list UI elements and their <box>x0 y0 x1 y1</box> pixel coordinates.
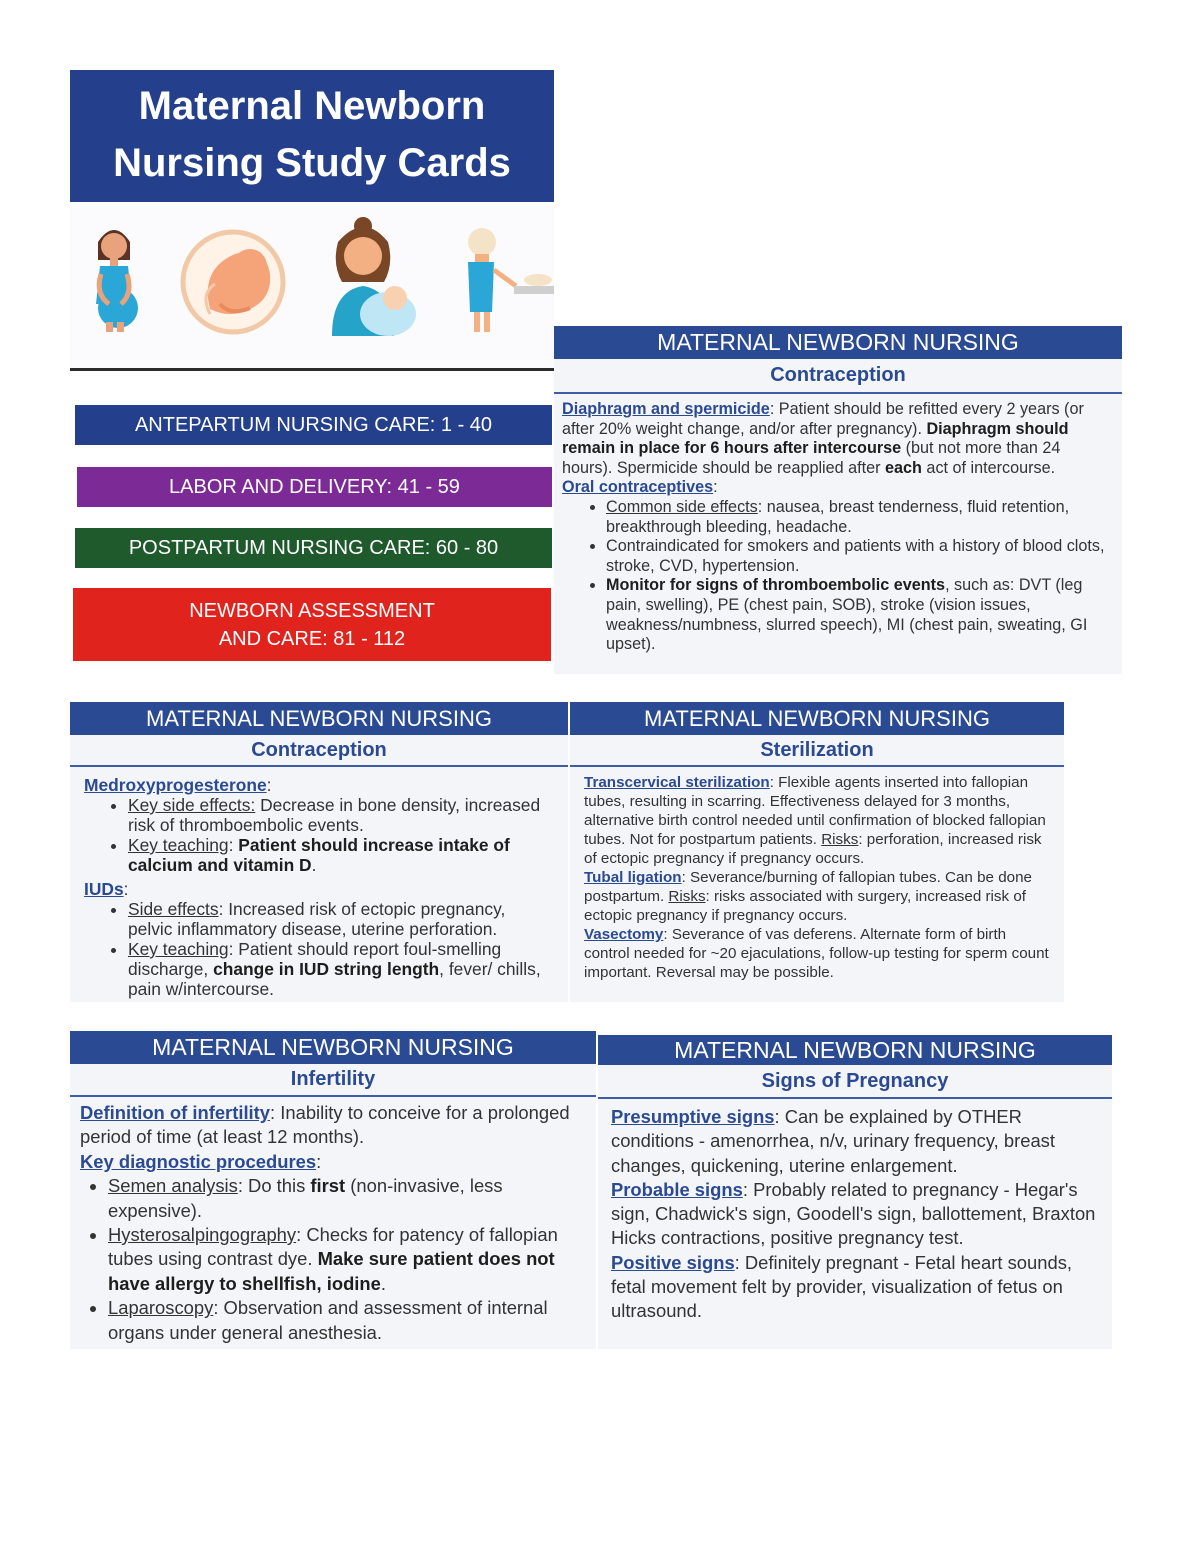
diaphragm-bold: Diaphragm should remain in place for 6 hours after intercourse <box>562 419 1069 458</box>
medroxyprogesterone-heading <box>84 775 554 795</box>
card-subtitle: Signs of Pregnancy <box>598 1065 1112 1099</box>
cover-divider <box>70 368 554 371</box>
tubal-ligation-risks-term: Risks <box>668 888 706 905</box>
transcervical-text-2: : perforation, increased risk of ectopic pregnancy if pregnancy occurs. <box>584 831 1042 867</box>
card-header: MATERNAL NEWBORN NURSING <box>70 1031 596 1064</box>
section-antepartum <box>75 405 552 445</box>
iud-side-effects-text: : Increased risk of ectopic pregnancy, pelvic inflammatory disease, uterine perforation. <box>128 899 506 939</box>
tubal-ligation-text: : Severance/burning of fallopian tubes. Can be done postpartum. <box>584 869 1032 905</box>
iud-key-teaching-term: Key teaching <box>128 939 229 959</box>
iuds-list <box>84 899 554 999</box>
iuds-heading <box>84 879 554 899</box>
vasectomy-text: : Severance of vas deferens. Alternate form of birth control needed for ~20 ejaculations, follow-up testing for sperm count important. Reversal may be possible. <box>584 926 1049 981</box>
card-body <box>70 767 568 999</box>
transcervical-risks-term: Risks <box>821 831 859 848</box>
hsg-end: . <box>380 1272 386 1294</box>
definition-paragraph <box>80 1101 586 1150</box>
card-subtitle: Contraception <box>554 359 1122 394</box>
cover-illustrations <box>70 204 554 368</box>
list-item <box>606 537 1114 576</box>
key-side-effects-term: Key side effects: <box>128 795 256 815</box>
definition-text: : Inability to conceive for a prolonged period of time (at least 12 months). <box>80 1102 570 1148</box>
cover-title <box>70 70 554 202</box>
oral-colon: : <box>713 478 718 497</box>
card-signs-of-pregnancy <box>598 1035 1112 1349</box>
hsg-text: : Checks for patency of fallopian tubes using contrast dye. <box>108 1224 558 1270</box>
section-postpartum-label: POSTPARTUM NURSING CARE: 60 - 80 <box>128 537 499 559</box>
mother-with-baby-icon <box>332 217 416 336</box>
diaphragm-bold-2: each <box>885 458 922 477</box>
fetus-icon <box>183 232 283 332</box>
list-item <box>128 835 554 875</box>
common-side-effects-text: : nausea, breast tenderness, fluid retention, breakthrough bleeding, headache. <box>606 497 1070 536</box>
diaphragm-term: Diaphragm and spermicide <box>562 400 770 418</box>
transcervical-term: Transcervical sterilization <box>584 774 770 791</box>
card-subtitle: Sterilization <box>570 735 1064 767</box>
presumptive-term: Presumptive signs <box>611 1106 775 1127</box>
semen-analysis-term: Semen analysis <box>108 1175 238 1197</box>
card-header: MATERNAL NEWBORN NURSING <box>570 702 1064 735</box>
probable-text: : Probably related to pregnancy - Hegar's sign, Chadwick's sign, Goodell's sign, ballottement, Braxton Hicks contractions, positive pregnancy test. <box>611 1178 1096 1249</box>
card-body <box>70 1097 596 1345</box>
diaphragm-text-3: act of intercourse. <box>921 458 1056 477</box>
monitor-bold: Monitor for signs of thromboembolic events <box>606 576 946 595</box>
positive-text: : Definitely pregnant - Fetal heart sounds, fetal movement felt by provider, visualization of fetus on ultrasound. <box>611 1251 1073 1322</box>
section-labor-delivery-label: LABOR AND DELIVERY: 41 - 59 <box>169 476 460 498</box>
common-side-effects-term: Common side effects <box>606 497 758 516</box>
vasectomy-paragraph <box>584 925 1052 982</box>
list-item <box>606 576 1114 654</box>
card-infertility <box>70 1031 596 1349</box>
key-teaching-colon: : <box>228 835 239 855</box>
probable-term: Probable signs <box>611 1178 743 1200</box>
pregnant-woman-icon <box>96 230 138 332</box>
iuds-term: IUDs <box>84 879 124 899</box>
list-item <box>128 899 554 939</box>
oral-contraceptives-term: Oral contraceptives <box>562 478 714 497</box>
list-item <box>108 1223 586 1296</box>
card-header: MATERNAL NEWBORN NURSING <box>70 702 568 735</box>
key-teaching-bold: Patient should increase intake of calcium and vitamin D <box>128 835 510 875</box>
card-header: MATERNAL NEWBORN NURSING <box>554 326 1122 359</box>
diaphragm-paragraph <box>562 400 1114 478</box>
key-teaching-term: Key teaching <box>128 835 229 855</box>
card-sterilization <box>570 702 1064 1002</box>
diagnostic-term: Key diagnostic procedures <box>80 1150 317 1172</box>
contraindicated-text: Contraindicated for smokers and patients with a history of blood clots, stroke, CVD, hypertension. <box>606 537 1105 575</box>
diaphragm-text: : Patient should be refitted every 2 years (or after 20% weight change, and/or after pregnancy). <box>562 400 1084 438</box>
list-item <box>128 939 554 999</box>
section-newborn <box>73 588 551 661</box>
key-teaching-end: . <box>311 855 317 875</box>
positive-term: Positive signs <box>611 1251 735 1273</box>
iud-key-teaching-text: : Patient should report foul-smelling discharge, <box>128 939 502 979</box>
cover-title-line1: Maternal Newborn <box>138 84 486 128</box>
card-contraception-2 <box>70 702 568 1002</box>
iud-key-teaching-text-2: , fever/ chills, pain w/intercourse. <box>128 959 541 999</box>
section-postpartum <box>75 528 552 568</box>
tubal-ligation-term: Tubal ligation <box>584 869 682 886</box>
diagnostic-heading <box>80 1150 586 1174</box>
card-body <box>554 394 1122 655</box>
card-header: MATERNAL NEWBORN NURSING <box>598 1035 1112 1065</box>
vasectomy-term: Vasectomy <box>584 926 664 943</box>
medroxy-colon: : <box>266 775 272 795</box>
oral-contraceptives-heading <box>562 478 1114 498</box>
tubal-ligation-text-2: : risks associated with surgery, increased risk of ectopic pregnancy if pregnancy occurs. <box>584 888 1027 924</box>
section-newborn-label-line2: AND CARE: 81 - 112 <box>218 627 406 650</box>
section-labor-delivery <box>77 467 552 507</box>
semen-analysis-text-2: (non-invasive, less expensive). <box>108 1175 503 1221</box>
list-item <box>108 1174 586 1223</box>
card-subtitle: Infertility <box>70 1064 596 1097</box>
cover-title-line2: Nursing Study Cards <box>113 141 511 185</box>
oral-contraceptives-list <box>562 498 1114 655</box>
presumptive-paragraph <box>611 1105 1102 1178</box>
section-newborn-label-line1: NEWBORN ASSESSMENT <box>189 599 435 622</box>
section-antepartum-label: ANTEPARTUM NURSING CARE: 1 - 40 <box>134 414 493 436</box>
medroxyprogesterone-list <box>84 795 554 875</box>
laparoscopy-text: : Observation and assessment of internal organs under general anesthesia. <box>108 1297 548 1343</box>
diagnostic-list <box>80 1174 586 1345</box>
semen-analysis-bold: first <box>310 1175 346 1197</box>
positive-paragraph <box>611 1251 1102 1324</box>
hsg-term: Hysterosalpingography <box>108 1224 297 1246</box>
card-contraception-1 <box>554 326 1122 674</box>
monitor-text: , such as: DVT (leg pain, swelling), PE (chest pain, SOB), stroke (vision issues, weakness/numbness, slurred speech), MI (chest pain, sweating, GI upset). <box>606 576 1088 654</box>
laparoscopy-term: Laparoscopy <box>108 1297 214 1319</box>
transcervical-paragraph <box>584 773 1052 868</box>
iuds-colon: : <box>123 879 129 899</box>
definition-term: Definition of infertility <box>80 1102 271 1123</box>
woman-at-changing-table-icon <box>468 228 554 332</box>
semen-analysis-text: : Do this <box>237 1175 311 1197</box>
transcervical-text: : Flexible agents inserted into fallopian tubes, resulting in scarring. Effectiveness delayed for 3 months, alternative birth control needed until confirmation of blocked fallopian tubes. Not for postpartum patients. <box>584 774 1046 848</box>
presumptive-text: : Can be explained by OTHER conditions - amenorrhea, n/v, urinary frequency, breast changes, quickening, uterine enlargement. <box>611 1106 1055 1176</box>
list-item <box>606 498 1114 537</box>
diagnostic-colon: : <box>316 1150 322 1172</box>
list-item <box>108 1296 586 1345</box>
tubal-ligation-paragraph <box>584 868 1052 925</box>
iud-key-teaching-bold: change in IUD string length <box>213 959 440 979</box>
hsg-bold: Make sure patient does not have allergy to shellfish, iodine <box>108 1248 555 1294</box>
probable-paragraph <box>611 1178 1102 1251</box>
medroxyprogesterone-term: Medroxyprogesterone <box>84 775 267 795</box>
card-subtitle: Contraception <box>70 735 568 767</box>
card-body <box>598 1099 1112 1324</box>
diaphragm-text-2: (but not more than 24 hours). Spermicide should be reapplied after <box>562 439 1061 477</box>
iud-side-effects-term: Side effects <box>128 899 219 919</box>
key-side-effects-text: Decrease in bone density, increased risk of thromboembolic events. <box>128 795 541 835</box>
list-item <box>128 795 554 835</box>
card-body <box>570 767 1064 982</box>
